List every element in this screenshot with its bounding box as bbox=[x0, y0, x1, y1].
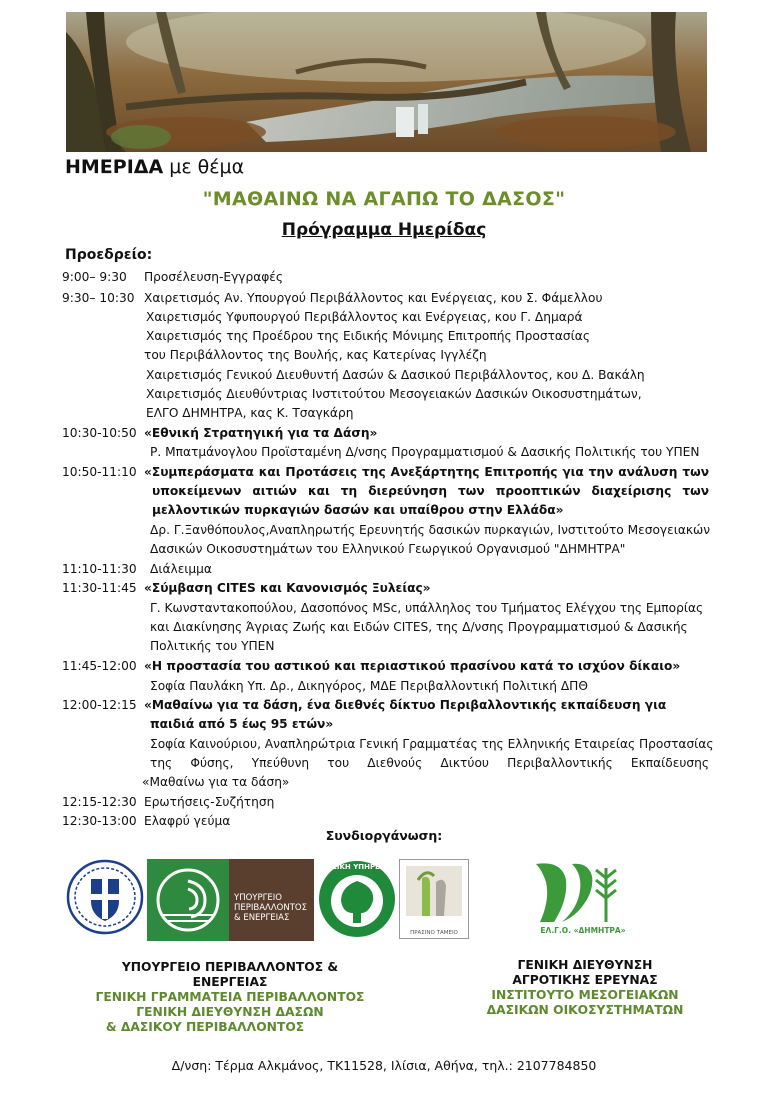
session-text: Χαιρετισμός Γενικού Διευθυντή Δασών & Δασικού Περιβάλλοντος, κου Δ. Βακάλη bbox=[146, 368, 645, 382]
session-speaker: Πολιτικής του ΥΠΕΝ bbox=[150, 639, 275, 653]
event-theme: "ΜΑΘΑΙΝΩ ΝΑ ΑΓΑΠΩ ΤΟ ΔΑΣΟΣ" bbox=[202, 188, 566, 210]
session-title: «Συμπεράσματα και Προτάσεις της Ανεξάρτητης Επιτροπής για την ανάλυση των bbox=[144, 465, 709, 479]
session-speaker: και Διακίνησης Άγριας Ζωής και Ειδών CITES, της Δ/νσης Προγραμματισμού & Δασικής bbox=[150, 620, 688, 634]
session-speaker: Σοφία Καινούριου, Αναπληρώτρια Γενική Γραμματέας της Ελληνικής Εταιρείας Προστασίας bbox=[150, 737, 714, 751]
forest-service-logo-icon: ΔΑΣΙΚΗ ΥΠΗΡΕΣΙΑ bbox=[317, 859, 397, 939]
session-text: Ερωτήσεις-Συζήτηση bbox=[144, 795, 275, 809]
session-text: Χαιρετισμός Υφυπουργού Περιβάλλοντος και Ενέργειας, κου Γ. Δημαρά bbox=[146, 310, 583, 324]
session-text: Ελαφρύ γεύμα bbox=[144, 814, 231, 828]
session-title: «Μαθαίνω για τα δάση, ένα διεθνές δίκτυο Περιβαλλοντικής εκπαίδευση για bbox=[144, 698, 667, 712]
session-speaker: της Φύσης, Υπεύθυνη του Διεθνούς Δικτύου Περιβαλλοντικής Εκπαίδευσης bbox=[150, 756, 709, 770]
session-time: 12:30-13:00 bbox=[62, 814, 137, 828]
session-time: 11:45-12:00 bbox=[62, 659, 137, 673]
session-speaker: Δασικών Οικοσυστημάτων του Ελληνικού Γεωργικού Οργανισμού "ΔΗΜΗΤΡΑ" bbox=[150, 542, 626, 556]
presidium-label: Προεδρείο: bbox=[65, 247, 153, 263]
elgo-dimitra-logo-icon: ΕΛ.Γ.Ο. «ΔΗΜΗΤΡΑ» bbox=[532, 860, 634, 940]
session-speaker: Σοφία Παυλάκη Υπ. Δρ., Δικηγόρος, ΜΔΕ Περιβαλλοντική Πολιτική ΔΠΘ bbox=[150, 679, 588, 693]
research-org-block: ΓΕΝΙΚΗ ΔΙΕΥΘΥΝΣΗ ΑΓΡΟΤΙΚΗΣ ΕΡΕΥΝΑΣ ΙΝΣΤΙΤΟΥΤΟ ΜΕΣΟΓΕΙΑΚΩΝ ΔΑΣΙΚΩΝ ΟΙΚΟΣΥΣΤΗΜΑΤΩΝ bbox=[486, 958, 684, 1017]
session-text: του Περιβάλλοντος της Βουλής, κας Κατερίνας Ιγγλέζη bbox=[144, 348, 487, 362]
session-speaker: Δρ. Γ.Ξανθόπουλος,Αναπληρωτής Ερευνητής δασικών πυρκαγιών, Ινστιτούτο Μεσογειακών bbox=[150, 523, 711, 537]
session-speaker: Γ. Κωνσταντακοπούλου, Δασοπόνος MSc, υπάλληλος του Τμήματος Ελέγχου της Εμπορίας bbox=[150, 601, 704, 615]
session-speaker: «Μαθαίνω για τα δάση» bbox=[142, 775, 290, 789]
address-footer: Δ/νση: Τέρμα Αλκμάνος, ΤΚ11528, Ιλίσια, Αθήνα, τηλ.: 2107784850 bbox=[171, 1058, 597, 1073]
session-speaker: Ρ. Μπατμάνογλου Προϊσταμένη Δ/νσης Προγραμματισμού & Δασικής Πολιτικής του ΥΠΕΝ bbox=[150, 445, 700, 459]
ministry-environment-logo-text: ΥΠΟΥΡΓΕΙΟ ΠΕΡΙΒΑΛΛΟΝΤΟΣ & ΕΝΕΡΓΕΙΑΣ bbox=[229, 859, 314, 941]
event-title: ΗΜΕΡΙΔΑ με θέμα bbox=[65, 156, 245, 178]
session-title: «Η προστασία του αστικού και περιαστικού πρασίνου κατά το ισχύον δίκαιο» bbox=[144, 659, 681, 673]
banner-photo bbox=[66, 12, 707, 152]
session-time: 12:00-12:15 bbox=[62, 698, 137, 712]
co-organization-label: Συνδιοργάνωση: bbox=[325, 828, 443, 843]
session-title: «Εθνική Στρατηγική για τα Δάση» bbox=[144, 426, 378, 440]
green-fund-logo-icon: ΠΡΑΣΙΝΟ ΤΑΜΕΙΟ bbox=[399, 859, 469, 939]
session-title: υποκείμενων αιτιών και τη διερεύνηση των προοπτικών διαχείρισης των bbox=[152, 484, 709, 498]
forest-stream-photo bbox=[66, 12, 707, 152]
greek-coat-of-arms-icon bbox=[66, 859, 144, 935]
session-text: Χαιρετισμός Αν. Υπουργού Περιβάλλοντος και Ενέργειας, κου Σ. Φάμελλου bbox=[144, 291, 603, 305]
session-title: μελλοντικών πυρκαγιών δασών και υπαίθρου στην Ελλάδα» bbox=[152, 503, 564, 517]
session-text: Χαιρετισμός της Προέδρου της Ειδικής Μόνιμης Επιτροπής Προστασίας bbox=[146, 329, 590, 343]
ministry-org-block: ΥΠΟΥΡΓΕΙΟ ΠΕΡΙΒΑΛΛΟΝΤΟΣ & ΕΝΕΡΓΕΙΑΣ ΓΕΝΙΚΗ ΓΡΑΜΜΑΤΕΙΑ ΠΕΡΙΒΑΛΛΟΝΤΟΣ ΓΕΝΙΚΗ ΔΙΕΥΘΥΝΣΗ ΔΑΣΩΝ & ΔΑΣΙΚΟΥ ΠΕΡΙΒΑΛΛΟΝΤΟΣ bbox=[95, 960, 365, 1034]
session-text: Προσέλευση-Εγγραφές bbox=[144, 270, 284, 284]
session-text: ΕΛΓΟ ΔΗΜΗΤΡΑ, κας Κ. Τσαγκάρη bbox=[146, 406, 354, 420]
session-time: 10:30-10:50 bbox=[62, 426, 137, 440]
session-time: 10:50-11:10 bbox=[62, 465, 137, 479]
session-text: Διάλειμμα bbox=[150, 562, 212, 576]
session-time: 12:15-12:30 bbox=[62, 795, 137, 809]
session-text: Χαιρετισμός Διευθύντριας Ινστιτούτου Μεσογειακών Δασικών Οικοσυστημάτων, bbox=[146, 387, 642, 401]
session-time: 11:10-11:30 bbox=[62, 562, 137, 576]
session-time: 9:30– 10:30 bbox=[62, 291, 135, 305]
program-title: Πρόγραμμα Ημερίδας bbox=[281, 220, 487, 240]
session-title: παιδιά από 5 έως 95 ετών» bbox=[150, 717, 334, 731]
session-time: 11:30-11:45 bbox=[62, 581, 137, 595]
session-title: «Σύμβαση CITES και Κανονισμός Ξυλείας» bbox=[144, 581, 431, 595]
session-time: 9:00– 9:30 bbox=[62, 270, 127, 284]
ministry-environment-logo-icon bbox=[147, 859, 229, 941]
